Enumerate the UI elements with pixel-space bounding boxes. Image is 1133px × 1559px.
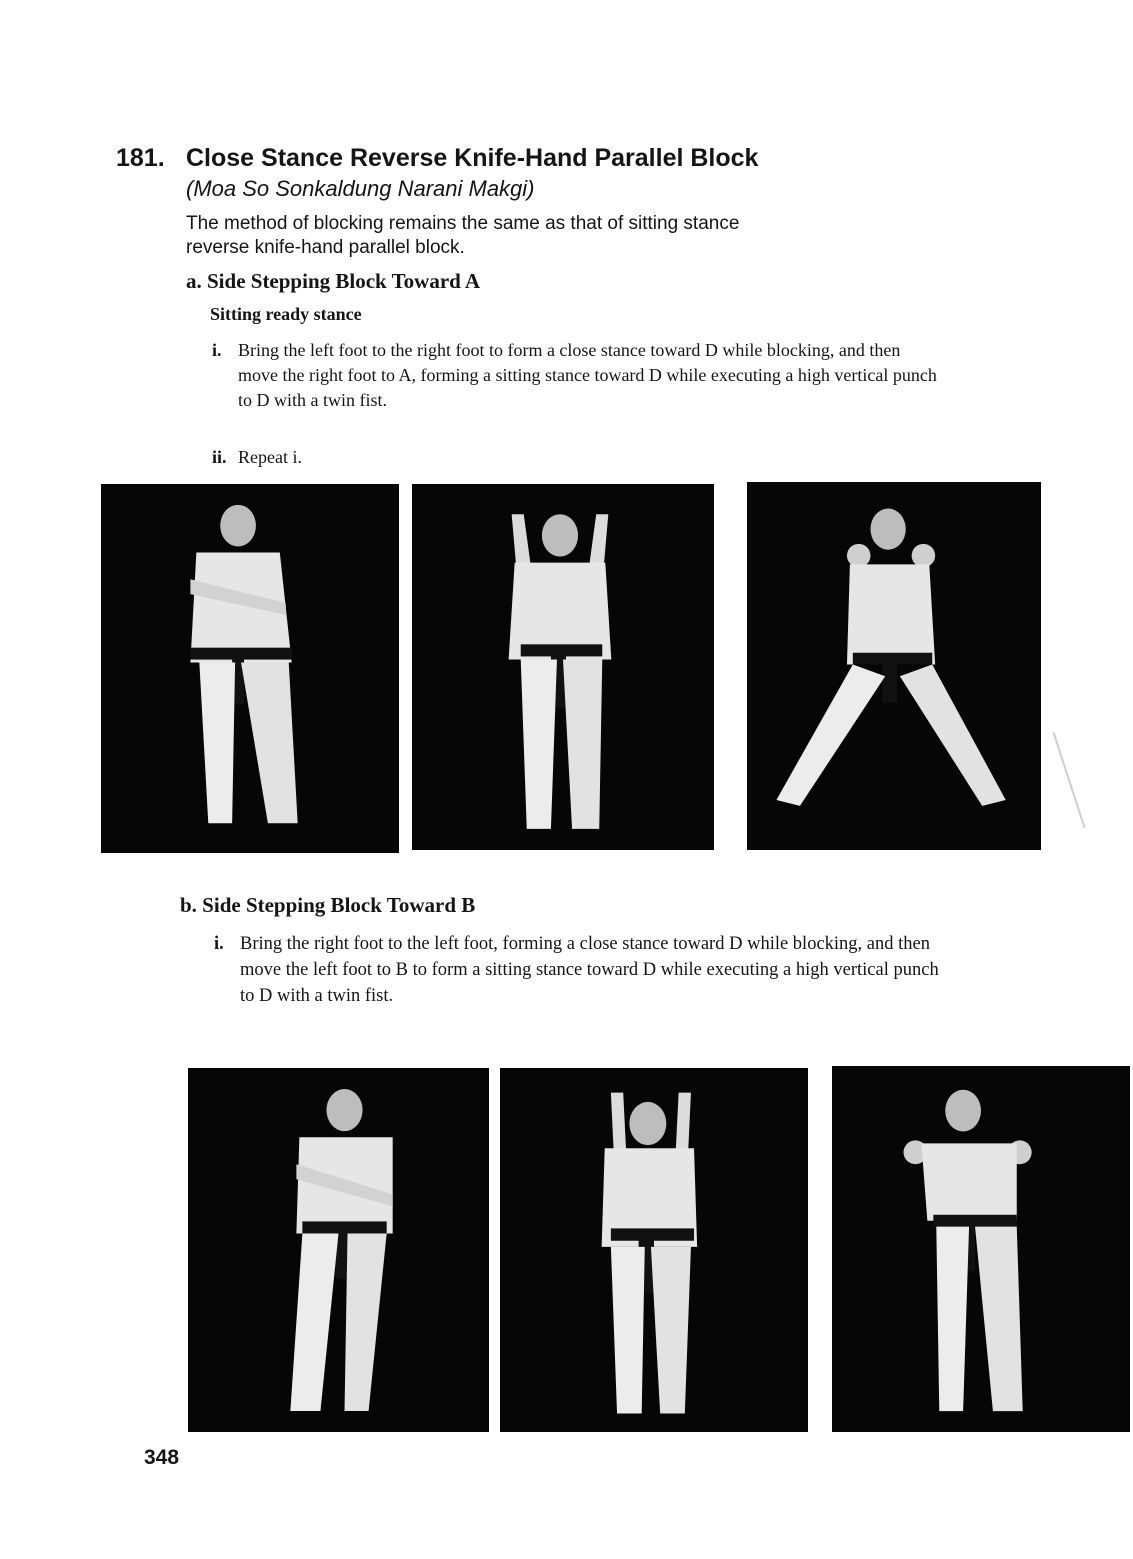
step-b-i [214,931,945,1009]
step-a-i [212,338,943,413]
step-a-ii [212,445,538,470]
page-number: 348 [144,1446,180,1469]
photo-a-3-sitting-stance-twin-fist-punch [747,482,1041,850]
step-number: i. [212,340,222,360]
photo-a-1-close-stance-block [101,484,399,853]
photo-a-2-knife-hand-block [412,484,714,850]
photo-b-1-close-stance-block [188,1068,489,1432]
section-subtitle: (Moa So Sonkaldung Narani Makgi) [186,176,535,201]
intro-paragraph: The method of blocking remains the same as that of sitting stance reverse knife-hand parallel block. [186,213,740,258]
step-text: Bring the right foot to the left foot, forming a close stance toward D while blocking, and then move the left foot to B to form a sitting stance toward D while executing a high vertical punch to D with a twin fist. [240,934,939,1006]
step-number: ii. [212,447,227,467]
part-b-heading: b. Side Stepping Block Toward B [180,893,476,917]
step-number: i. [214,934,224,954]
step-text: Repeat i. [238,447,302,467]
part-a-heading: a. Side Stepping Block Toward A [186,269,481,293]
photo-b-2-knife-hand-block [500,1068,808,1432]
ready-stance-label: Sitting ready stance [210,304,362,324]
photo-b-3-sitting-stance-twin-fist-punch [832,1066,1130,1432]
step-text: Bring the left foot to the right foot to form a close stance toward D while blocking, and then move the right foot to A, forming a sitting stance toward D while executing a high vertical punch to D with a twin fist. [238,340,937,410]
section-title: Close Stance Reverse Knife-Hand Parallel Block [186,144,759,172]
margin-scan-mark [1053,732,1086,828]
section-number: 181. [116,144,165,172]
